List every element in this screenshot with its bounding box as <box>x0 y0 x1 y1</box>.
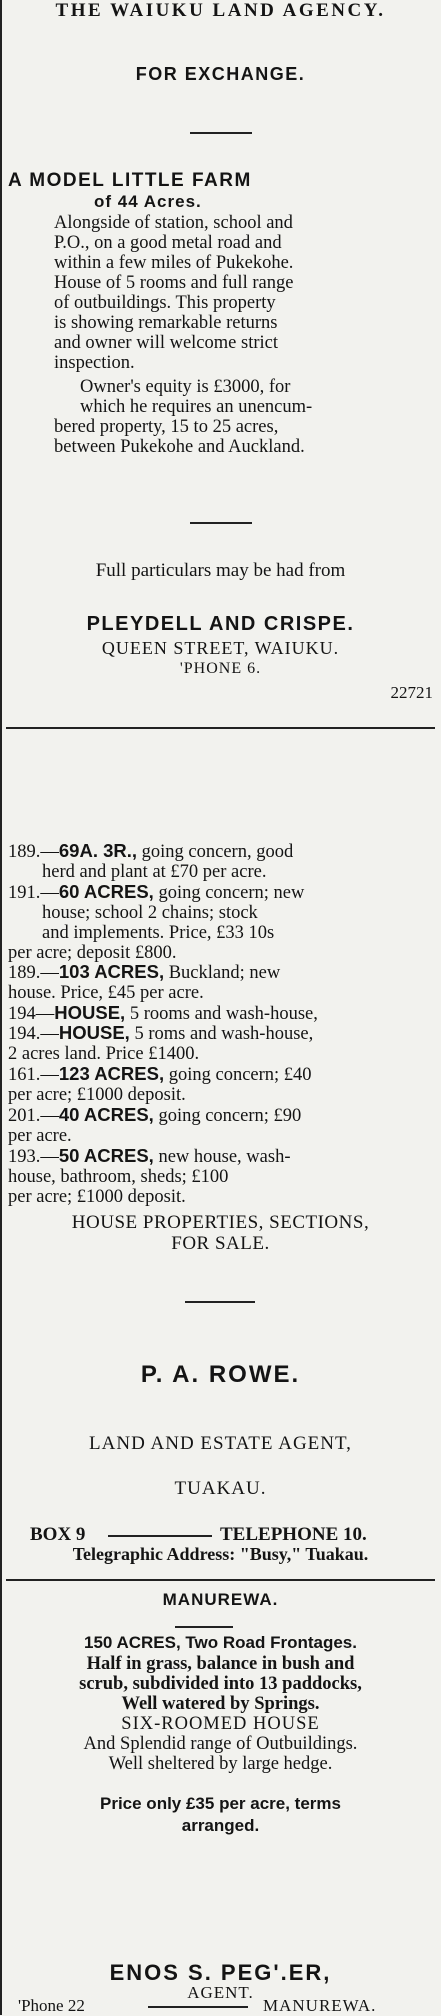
divider <box>175 1626 233 1628</box>
listing-acres: 60 ACRES, <box>58 881 154 902</box>
ad-number: 22721 <box>390 683 433 702</box>
firm-name: PLEYDELL AND CRISPE. <box>86 613 355 635</box>
listing-text: per acre. <box>8 1126 72 1146</box>
manurewa-description <box>8 1654 433 1774</box>
listing-text: per acre; £1000 deposit. <box>8 1187 186 1207</box>
ad-separator <box>6 1579 435 1581</box>
listing-item <box>8 1064 435 1105</box>
listing-item <box>8 1146 435 1207</box>
column-border <box>0 0 2 2015</box>
listing-ref: 189.— <box>8 963 59 983</box>
listing-acres: 50 ACRES, <box>58 1145 154 1166</box>
text-line: inspection. <box>54 353 135 373</box>
listing-text: new house, wash- <box>158 1147 291 1167</box>
farm-description <box>54 213 433 373</box>
text-line: P.O., on a good metal road and <box>54 233 282 253</box>
listing-acres: HOUSE, <box>54 1002 126 1023</box>
text-line: which he requires an unencum- <box>80 397 313 417</box>
listing-item <box>8 1105 435 1146</box>
text-line: Well sheltered by large hedge. <box>108 1754 333 1774</box>
text-line: is showing remarkable returns <box>54 313 278 333</box>
text-line: Owner's equity is £3000, for <box>80 377 291 397</box>
listings-footer: HOUSE PROPERTIES, SECTIONS, <box>71 1212 370 1233</box>
listing-item <box>8 1003 435 1024</box>
listing-item <box>8 882 435 963</box>
listing-text: Buckland; new <box>168 963 281 983</box>
manurewa-acres: 150 ACRES, Two Road Frontages. <box>84 1633 357 1652</box>
telegraphic-address: Telegraphic Address: "Busy," Tuakau. <box>72 1544 369 1564</box>
telephone-number: TELEPHONE 10. <box>220 1524 367 1545</box>
listing-item <box>8 962 435 1003</box>
manurewa-agent-name: ENOS S. PEG'.ER, <box>109 1960 332 1985</box>
section-heading: FOR EXCHANGE. <box>135 64 306 84</box>
listing-ref: 161.— <box>8 1065 59 1085</box>
listing-ref: 194— <box>8 1004 55 1024</box>
text-line: scrub, subdivided into 13 paddocks, <box>79 1674 362 1694</box>
listing-text: per acre; deposit £800. <box>8 943 177 963</box>
listing-text: house, bathroom, sheds; £100 <box>8 1167 229 1187</box>
manurewa-agent-title: AGENT. <box>187 1983 254 2002</box>
listing-item <box>8 841 435 882</box>
particulars-line: Full particulars may be had from <box>95 560 346 581</box>
listing-ref: 193.— <box>8 1147 59 1167</box>
manurewa-phone: 'Phone 22 <box>18 1996 85 2015</box>
listing-text: house; school 2 chains; stock <box>42 903 258 923</box>
listing-text: and implements. Price, £33 10s <box>42 923 275 943</box>
listing-text: going concern; new <box>158 883 305 903</box>
text-line: House of 5 rooms and full range <box>54 273 294 293</box>
divider <box>190 522 252 524</box>
listing-ref: 194.— <box>8 1024 59 1044</box>
ad-separator <box>6 727 435 729</box>
firm-phone: 'PHONE 6. <box>179 660 262 677</box>
leader-rule <box>148 2006 248 2008</box>
listing-ref: 201.— <box>8 1106 59 1126</box>
listing-acres: 40 ACRES, <box>58 1104 154 1125</box>
text-line: within a few miles of Pukekohe. <box>54 253 294 273</box>
listings-footer: FOR SALE. <box>171 1233 270 1254</box>
listing-text: 2 acres land. Price £1400. <box>8 1044 200 1064</box>
listing-text: herd and plant at £70 per acre. <box>42 862 267 882</box>
listing-text: per acre; £1000 deposit. <box>8 1085 186 1105</box>
listing-text: going concern; £40 <box>168 1065 312 1085</box>
listing-acres: 103 ACRES, <box>58 961 165 982</box>
listing-ref: 189.— <box>8 842 59 862</box>
farm-subheading: of 44 Acres. <box>94 192 202 211</box>
leader-rule <box>108 1535 212 1537</box>
text-line: And Splendid range of Outbuildings. <box>83 1734 358 1754</box>
price-line: Price only £35 per acre, terms <box>100 1794 341 1813</box>
equity-paragraph <box>54 377 433 457</box>
manurewa-heading: MANUREWA. <box>162 1590 279 1609</box>
text-line: of outbuildings. This property <box>54 293 276 313</box>
text-line: Half in grass, balance in bush and <box>86 1654 355 1674</box>
listing-text: going concern, good <box>141 842 294 862</box>
listing-ref: 191.— <box>8 883 59 903</box>
text-line: SIX-ROOMED HOUSE <box>121 1714 320 1734</box>
text-line: between Pukekohe and Auckland. <box>54 437 305 457</box>
agent-role: LAND AND ESTATE AGENT, <box>89 1433 352 1454</box>
listing-text: 5 roms and wash-house, <box>134 1024 314 1044</box>
divider <box>190 132 252 134</box>
text-line: Well watered by Springs. <box>121 1694 320 1714</box>
agent-name: P. A. ROWE. <box>140 1361 301 1388</box>
listing-acres: HOUSE, <box>58 1022 130 1043</box>
manurewa-place: MANUREWA. <box>263 1996 377 2015</box>
text-line: bered property, 15 to 25 acres, <box>54 417 279 437</box>
box-number: BOX 9 <box>30 1524 86 1545</box>
firm-street: QUEEN STREET, WAIUKU. <box>101 638 340 658</box>
listing-text: going concern; £90 <box>158 1106 302 1126</box>
listing-text: 5 rooms and wash-house, <box>129 1004 318 1024</box>
listing-acres: 123 ACRES, <box>58 1063 165 1084</box>
listing-acres: 69A. 3R., <box>58 840 138 861</box>
text-line: and owner will welcome strict <box>54 333 278 353</box>
farm-heading: A MODEL LITTLE FARM <box>8 170 252 191</box>
text-line: Alongside of station, school and <box>54 213 293 233</box>
agency-title: THE WAIUKU LAND AGENCY. <box>55 0 386 21</box>
listing-item <box>8 1023 435 1064</box>
divider <box>185 1301 255 1303</box>
agent-town: TUAKAU. <box>174 1478 267 1499</box>
listing-text: house. Price, £45 per acre. <box>8 983 204 1003</box>
price-line: arranged. <box>181 1816 260 1835</box>
